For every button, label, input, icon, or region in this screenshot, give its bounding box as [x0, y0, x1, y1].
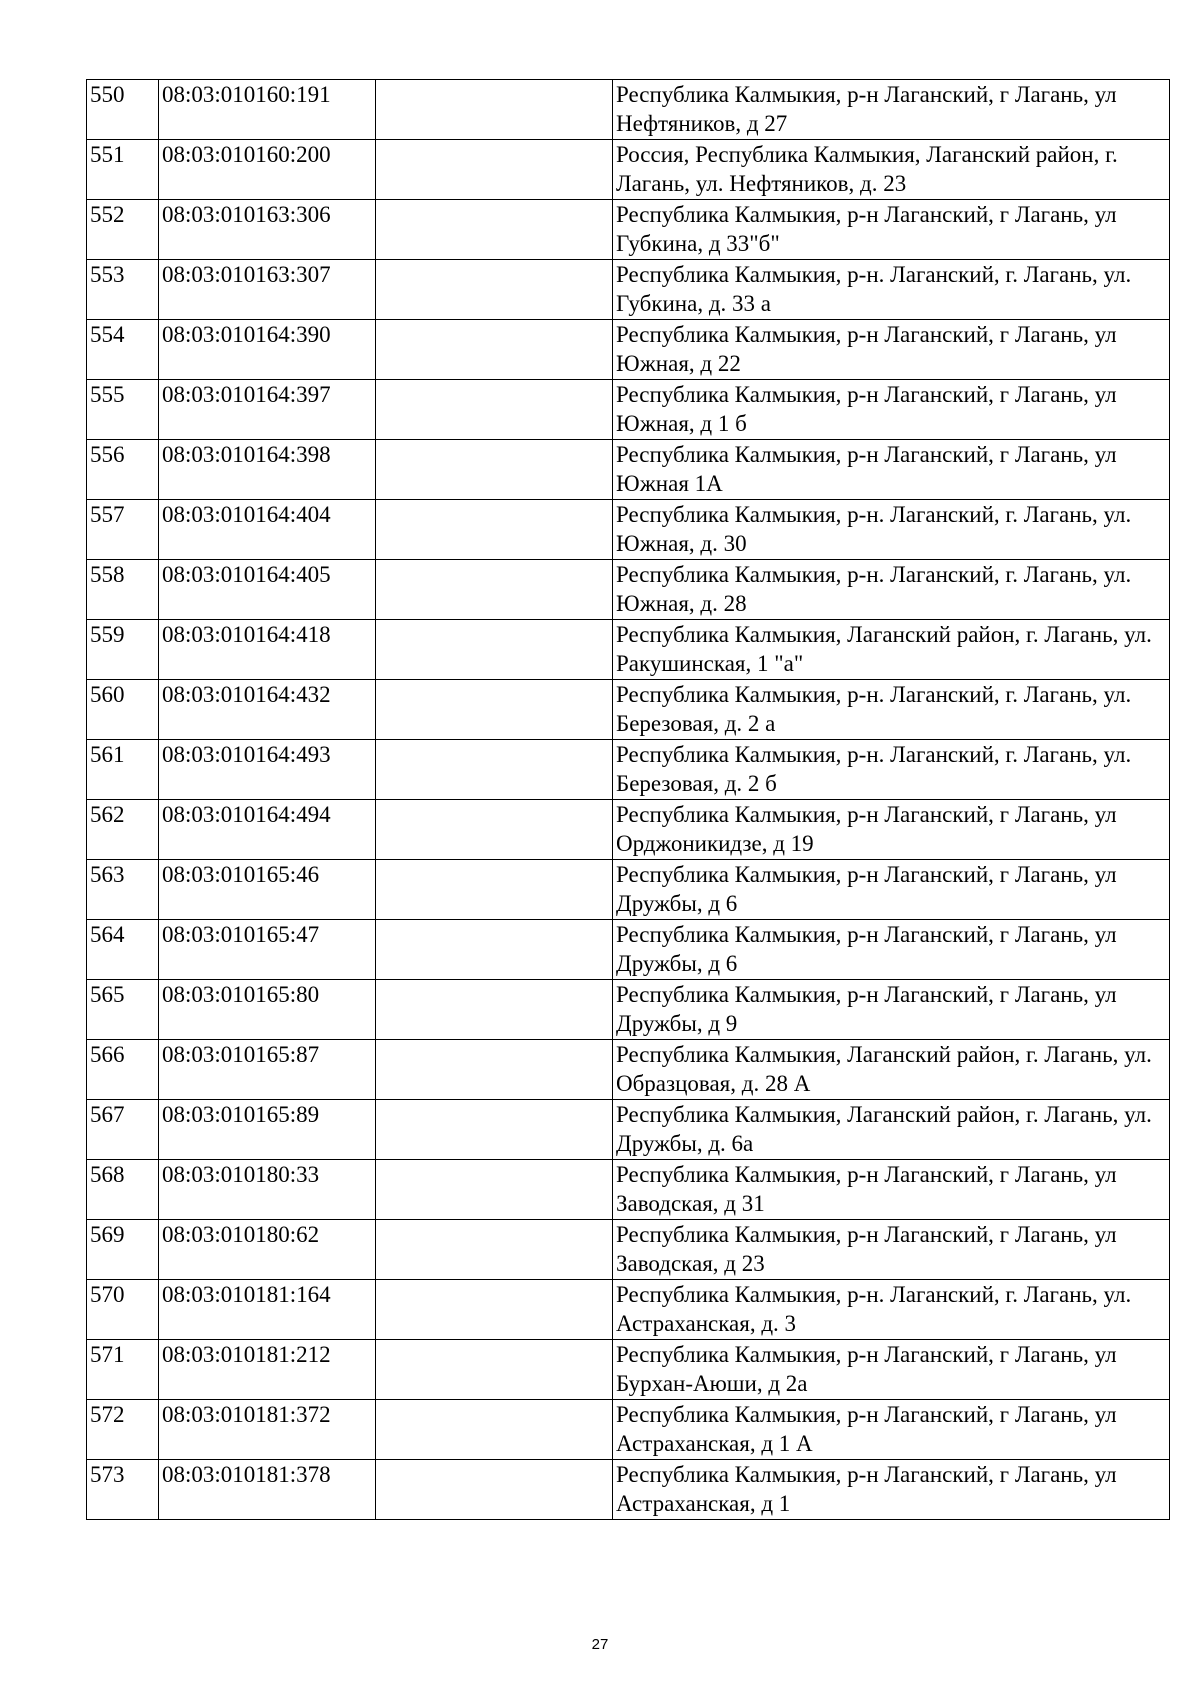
address-cell: Республика Калмыкия, р-н Лаганский, г Лагань, ул Нефтяников, д 27 [613, 80, 1170, 140]
row-number-cell: 567 [87, 1100, 159, 1160]
empty-cell [376, 1400, 613, 1460]
property-table [86, 79, 1170, 1520]
empty-cell [376, 1160, 613, 1220]
address-cell: Республика Калмыкия, Лаганский район, г. Лагань, ул. Образцовая, д. 28 А [613, 1040, 1170, 1100]
empty-cell [376, 920, 613, 980]
cadastral-number-cell: 08:03:010164:432 [159, 680, 376, 740]
cadastral-number-cell: 08:03:010163:307 [159, 260, 376, 320]
row-number-cell: 556 [87, 440, 159, 500]
empty-cell [376, 1340, 613, 1400]
table-row [87, 740, 1170, 800]
row-number-cell: 569 [87, 1220, 159, 1280]
table-row [87, 200, 1170, 260]
table-row [87, 440, 1170, 500]
cadastral-number-cell: 08:03:010180:33 [159, 1160, 376, 1220]
row-number-cell: 550 [87, 80, 159, 140]
table-row [87, 560, 1170, 620]
table-row [87, 860, 1170, 920]
table-row [87, 1220, 1170, 1280]
address-cell: Республика Калмыкия, р-н. Лаганский, г. Лагань, ул. Южная, д. 30 [613, 500, 1170, 560]
row-number-cell: 573 [87, 1460, 159, 1520]
table-row [87, 1100, 1170, 1160]
empty-cell [376, 260, 613, 320]
row-number-cell: 553 [87, 260, 159, 320]
table-row [87, 1400, 1170, 1460]
address-cell: Республика Калмыкия, р-н Лаганский, г Лагань, ул Астраханская, д 1 А [613, 1400, 1170, 1460]
row-number-cell: 571 [87, 1340, 159, 1400]
row-number-cell: 552 [87, 200, 159, 260]
cadastral-number-cell: 08:03:010181:164 [159, 1280, 376, 1340]
cadastral-number-cell: 08:03:010164:405 [159, 560, 376, 620]
empty-cell [376, 200, 613, 260]
table-row [87, 80, 1170, 140]
row-number-cell: 570 [87, 1280, 159, 1340]
cadastral-number-cell: 08:03:010164:397 [159, 380, 376, 440]
address-cell: Республика Калмыкия, р-н Лаганский, г Лагань, ул Южная, д 1 б [613, 380, 1170, 440]
cadastral-number-cell: 08:03:010165:87 [159, 1040, 376, 1100]
cadastral-number-cell: 08:03:010160:200 [159, 140, 376, 200]
address-cell: Республика Калмыкия, р-н. Лаганский, г. Лагань, ул. Губкина, д. 33 а [613, 260, 1170, 320]
row-number-cell: 568 [87, 1160, 159, 1220]
cadastral-number-cell: 08:03:010164:494 [159, 800, 376, 860]
row-number-cell: 554 [87, 320, 159, 380]
table-row [87, 320, 1170, 380]
table-row [87, 980, 1170, 1040]
cadastral-number-cell: 08:03:010163:306 [159, 200, 376, 260]
cadastral-number-cell: 08:03:010181:212 [159, 1340, 376, 1400]
table-row [87, 920, 1170, 980]
empty-cell [376, 680, 613, 740]
page-number: 27 [591, 1636, 609, 1653]
empty-cell [376, 380, 613, 440]
row-number-cell: 562 [87, 800, 159, 860]
empty-cell [376, 1100, 613, 1160]
table-row [87, 260, 1170, 320]
table-row [87, 140, 1170, 200]
row-number-cell: 565 [87, 980, 159, 1040]
address-cell: Республика Калмыкия, р-н Лаганский, г Лагань, ул Губкина, д 33"б" [613, 200, 1170, 260]
address-cell: Республика Калмыкия, р-н. Лаганский, г. Лагань, ул. Южная, д. 28 [613, 560, 1170, 620]
cadastral-number-cell: 08:03:010181:372 [159, 1400, 376, 1460]
address-cell: Республика Калмыкия, р-н Лаганский, г Лагань, ул Заводская, д 31 [613, 1160, 1170, 1220]
empty-cell [376, 860, 613, 920]
address-cell: Республика Калмыкия, р-н Лаганский, г Лагань, ул Астраханская, д 1 [613, 1460, 1170, 1520]
table-row [87, 380, 1170, 440]
empty-cell [376, 800, 613, 860]
empty-cell [376, 500, 613, 560]
table-row [87, 680, 1170, 740]
address-cell: Республика Калмыкия, р-н Лаганский, г Лагань, ул Южная, д 22 [613, 320, 1170, 380]
cadastral-number-cell: 08:03:010164:390 [159, 320, 376, 380]
address-cell: Республика Калмыкия, р-н Лаганский, г Лагань, ул Орджоникидзе, д 19 [613, 800, 1170, 860]
empty-cell [376, 980, 613, 1040]
cadastral-number-cell: 08:03:010181:378 [159, 1460, 376, 1520]
address-cell: Россия, Республика Калмыкия, Лаганский район, г. Лагань, ул. Нефтяников, д. 23 [613, 140, 1170, 200]
table-row [87, 1280, 1170, 1340]
row-number-cell: 555 [87, 380, 159, 440]
cadastral-number-cell: 08:03:010165:89 [159, 1100, 376, 1160]
empty-cell [376, 620, 613, 680]
table-row [87, 800, 1170, 860]
table-row [87, 1160, 1170, 1220]
table-row [87, 620, 1170, 680]
row-number-cell: 563 [87, 860, 159, 920]
cadastral-number-cell: 08:03:010164:404 [159, 500, 376, 560]
address-cell: Республика Калмыкия, р-н Лаганский, г Лагань, ул Дружбы, д 9 [613, 980, 1170, 1040]
empty-cell [376, 80, 613, 140]
address-cell: Республика Калмыкия, р-н Лаганский, г Лагань, ул Заводская, д 23 [613, 1220, 1170, 1280]
empty-cell [376, 740, 613, 800]
cadastral-number-cell: 08:03:010165:47 [159, 920, 376, 980]
cadastral-number-cell: 08:03:010165:80 [159, 980, 376, 1040]
address-cell: Республика Калмыкия, р-н Лаганский, г Лагань, ул Южная 1А [613, 440, 1170, 500]
empty-cell [376, 1460, 613, 1520]
address-cell: Республика Калмыкия, р-н. Лаганский, г. Лагань, ул. Березовая, д. 2 а [613, 680, 1170, 740]
row-number-cell: 558 [87, 560, 159, 620]
row-number-cell: 564 [87, 920, 159, 980]
table-row [87, 1340, 1170, 1400]
row-number-cell: 557 [87, 500, 159, 560]
cadastral-number-cell: 08:03:010164:418 [159, 620, 376, 680]
cadastral-number-cell: 08:03:010164:493 [159, 740, 376, 800]
row-number-cell: 561 [87, 740, 159, 800]
cadastral-number-cell: 08:03:010180:62 [159, 1220, 376, 1280]
address-cell: Республика Калмыкия, р-н. Лаганский, г. Лагань, ул. Астраханская, д. 3 [613, 1280, 1170, 1340]
row-number-cell: 559 [87, 620, 159, 680]
address-cell: Республика Калмыкия, р-н Лаганский, г Лагань, ул Дружбы, д 6 [613, 860, 1170, 920]
row-number-cell: 566 [87, 1040, 159, 1100]
empty-cell [376, 320, 613, 380]
empty-cell [376, 560, 613, 620]
address-cell: Республика Калмыкия, Лаганский район, г. Лагань, ул. Дружбы, д. 6а [613, 1100, 1170, 1160]
empty-cell [376, 140, 613, 200]
empty-cell [376, 1220, 613, 1280]
address-cell: Республика Калмыкия, р-н Лаганский, г Лагань, ул Дружбы, д 6 [613, 920, 1170, 980]
cadastral-number-cell: 08:03:010165:46 [159, 860, 376, 920]
row-number-cell: 572 [87, 1400, 159, 1460]
row-number-cell: 560 [87, 680, 159, 740]
table-row [87, 1040, 1170, 1100]
row-number-cell: 551 [87, 140, 159, 200]
empty-cell [376, 1040, 613, 1100]
address-cell: Республика Калмыкия, Лаганский район, г. Лагань, ул. Ракушинская, 1 "а" [613, 620, 1170, 680]
address-cell: Республика Калмыкия, р-н. Лаганский, г. Лагань, ул. Березовая, д. 2 б [613, 740, 1170, 800]
address-cell: Республика Калмыкия, р-н Лаганский, г Лагань, ул Бурхан-Аюши, д 2а [613, 1340, 1170, 1400]
empty-cell [376, 1280, 613, 1340]
table-row [87, 500, 1170, 560]
table-row [87, 1460, 1170, 1520]
table-body [87, 80, 1170, 1520]
empty-cell [376, 440, 613, 500]
cadastral-number-cell: 08:03:010160:191 [159, 80, 376, 140]
cadastral-number-cell: 08:03:010164:398 [159, 440, 376, 500]
